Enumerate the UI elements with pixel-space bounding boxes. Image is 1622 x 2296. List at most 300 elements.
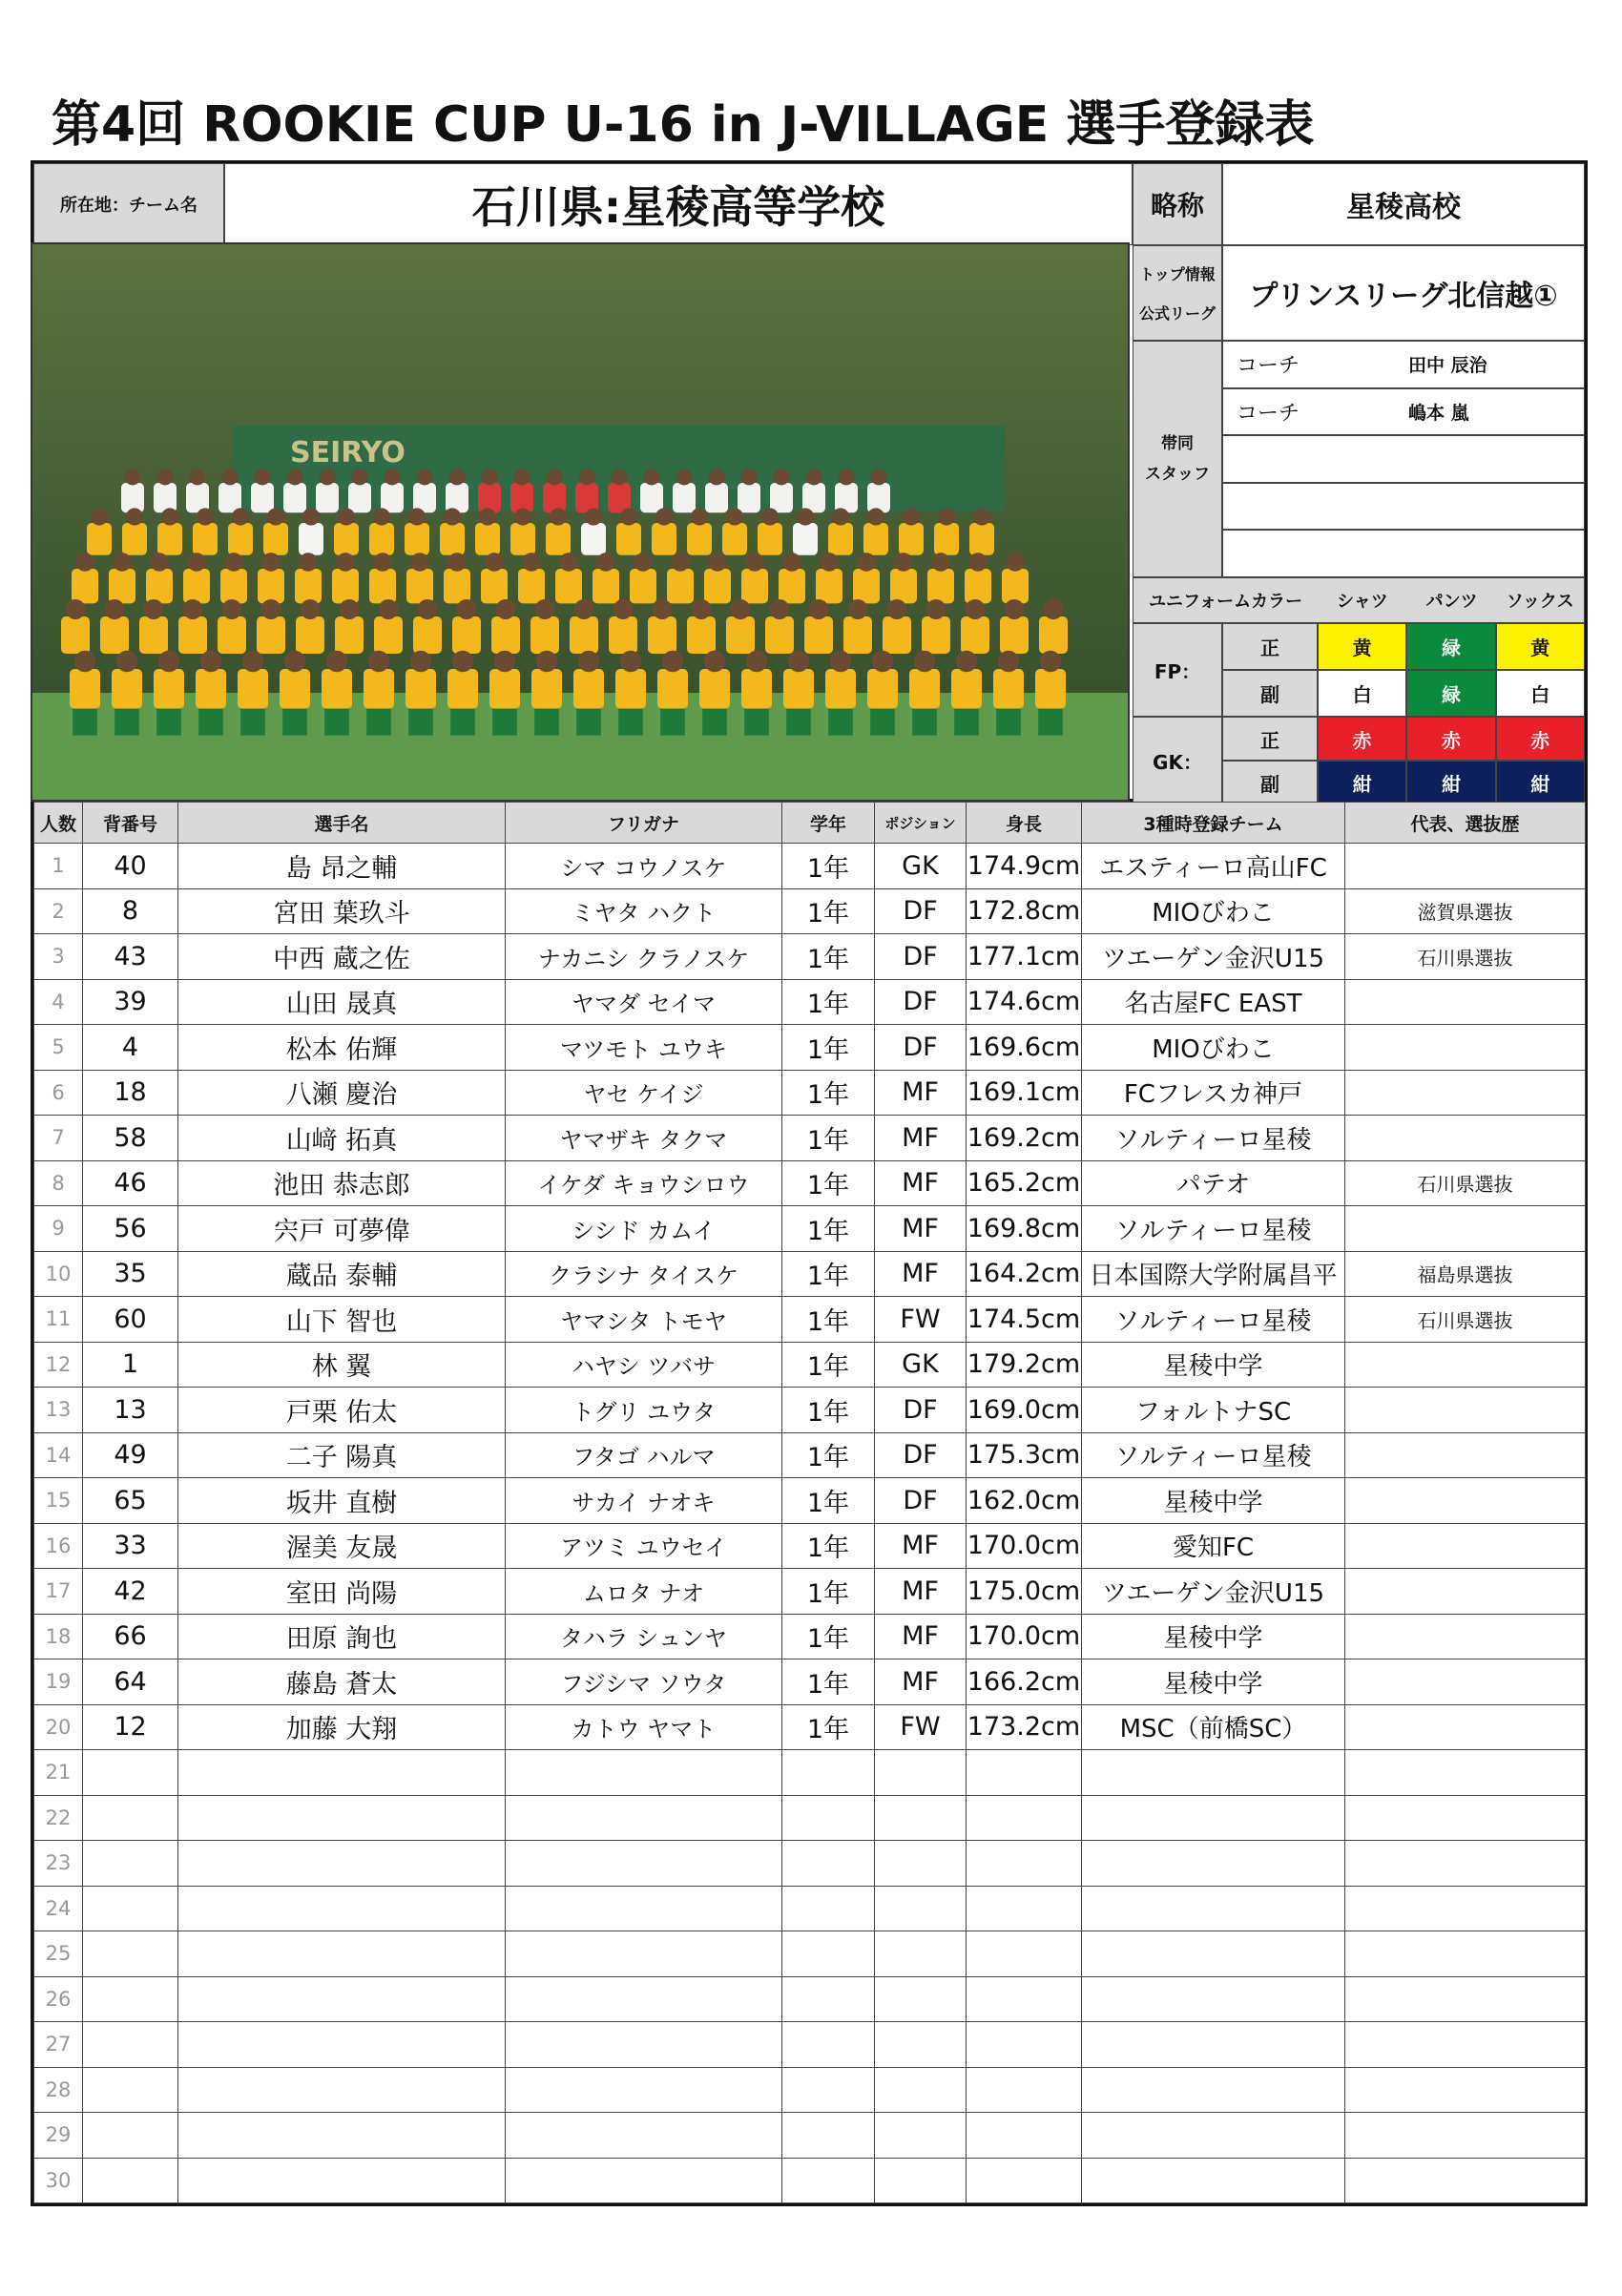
player-figure: [890, 569, 917, 603]
player-figure: [615, 669, 646, 709]
height: 175.0cm: [967, 1569, 1082, 1615]
table-row: [34, 979, 1586, 1025]
player-legs: [660, 709, 685, 736]
height: [967, 1795, 1082, 1841]
previous-team: [1082, 1976, 1345, 2022]
player-head: [514, 508, 531, 525]
furigana: [506, 1931, 782, 1977]
player-figure: [555, 569, 582, 603]
furigana: ヤマダ セイマ: [506, 979, 782, 1025]
jersey-number: [83, 2067, 178, 2113]
player-head: [968, 553, 988, 572]
previous-team: [1082, 2067, 1345, 2113]
jersey-number: 64: [83, 1659, 178, 1705]
position: DF: [875, 1478, 967, 1524]
player-head: [255, 470, 271, 486]
player-figure: [687, 616, 716, 654]
player-head: [105, 599, 125, 619]
player-name: 松本 佑輝: [178, 1025, 506, 1071]
player-head: [91, 508, 108, 525]
swatch-gk-main-1: 赤: [1406, 717, 1495, 761]
row-index: 5: [34, 1025, 83, 1071]
jersey-number: [83, 1795, 178, 1841]
position: MF: [875, 1116, 967, 1161]
player-figure: [546, 523, 571, 555]
player-name: 中西 蔵之佐: [178, 934, 506, 980]
player-head: [709, 470, 725, 486]
table-row: [34, 1931, 1586, 1977]
table-row: [34, 1206, 1586, 1252]
player-head: [708, 553, 727, 572]
previous-team: [1082, 1795, 1345, 1841]
staff-row: [1222, 341, 1585, 388]
player-figure: [228, 523, 253, 555]
position: MF: [875, 1160, 967, 1206]
table-row: [34, 844, 1586, 889]
fp-main-label: 正: [1222, 623, 1318, 670]
furigana: タハラ シュンヤ: [506, 1614, 782, 1659]
player-legs: [870, 709, 895, 736]
staff-row: [1222, 388, 1585, 436]
furigana: アツミ ユウセイ: [506, 1523, 782, 1569]
previous-team: 愛知FC: [1082, 1523, 1345, 1569]
height: 164.2cm: [967, 1251, 1082, 1297]
jersey-number: [83, 1976, 178, 2022]
player-name: 坂井 直樹: [178, 1478, 506, 1524]
player-figure: [406, 569, 433, 603]
player-head: [731, 599, 751, 619]
player-figure: [100, 616, 129, 654]
photo-banner-text: SEIRYO: [290, 436, 406, 470]
player-figure: [1035, 669, 1066, 709]
player-figure: [835, 483, 858, 512]
player-head: [157, 470, 174, 486]
position: MF: [875, 1659, 967, 1705]
player-name: [178, 1976, 506, 2022]
player-name: [178, 2022, 506, 2068]
grade: 1年: [782, 888, 875, 934]
swatch-gk-sub-0: 紺: [1318, 761, 1406, 804]
previous-team: ソルティーロ星稜: [1082, 1206, 1345, 1252]
representative-history: [1345, 2067, 1586, 2113]
player-head: [373, 508, 390, 525]
player-head: [449, 470, 466, 486]
row-index: 28: [34, 2067, 83, 2113]
table-row: [34, 1659, 1586, 1705]
table-row: [34, 2022, 1586, 2068]
player-legs: [954, 709, 979, 736]
furigana: [506, 1750, 782, 1796]
uniform-title: ユニフォームカラー: [1149, 592, 1303, 612]
representative-history: [1345, 1342, 1586, 1388]
swatch-gk-sub-1: 紺: [1406, 761, 1495, 804]
abbr-label: 略称: [1133, 163, 1222, 245]
grade: 1年: [782, 1704, 875, 1750]
swatch-gk-main-0: 赤: [1318, 717, 1406, 761]
representative-history: [1345, 1841, 1586, 1887]
player-head: [479, 508, 496, 525]
roster-table: [31, 802, 1588, 2206]
player-head: [373, 553, 392, 572]
player-figure: [993, 669, 1024, 709]
player-head: [820, 553, 839, 572]
table-row: [34, 1342, 1586, 1388]
previous-team: [1082, 2158, 1345, 2203]
player-figure: [334, 523, 359, 555]
representative-history: [1345, 1614, 1586, 1659]
player-head: [653, 599, 673, 619]
player-head: [299, 553, 318, 572]
height: [967, 1886, 1082, 1931]
row-index: 6: [34, 1070, 83, 1116]
grade: [782, 1750, 875, 1796]
player-figure: [444, 569, 470, 603]
player-figure: [196, 669, 226, 709]
table-row: [34, 2067, 1586, 2113]
player-figure: [909, 669, 940, 709]
player-head: [644, 470, 660, 486]
player-head: [261, 599, 281, 619]
player-figure: [296, 616, 324, 654]
player-name: 山﨑 拓真: [178, 1116, 506, 1161]
position: MF: [875, 1251, 967, 1297]
jersey-number: 66: [83, 1614, 178, 1659]
column-header: 人数: [34, 803, 83, 844]
player-figure: [348, 483, 371, 512]
table-row: [34, 1297, 1586, 1343]
player-name: [178, 1886, 506, 1931]
player-figure: [793, 523, 818, 555]
jersey-number: 58: [83, 1116, 178, 1161]
position: MF: [875, 1206, 967, 1252]
jersey-number: 46: [83, 1160, 178, 1206]
player-legs: [282, 709, 307, 736]
player-legs: [492, 709, 517, 736]
table-row: [34, 1070, 1586, 1116]
representative-history: [1345, 1704, 1586, 1750]
grade: [782, 1795, 875, 1841]
player-head: [444, 508, 461, 525]
player-head: [75, 553, 94, 572]
player-figure: [687, 523, 712, 555]
player-head: [190, 470, 206, 486]
height: 172.8cm: [967, 888, 1082, 934]
player-name: [178, 2158, 506, 2203]
row-index: 9: [34, 1206, 83, 1252]
player-figure: [299, 523, 323, 555]
jersey-number: 8: [83, 888, 178, 934]
player-figure: [883, 616, 911, 654]
player-head: [267, 508, 284, 525]
previous-team: MIOびわこ: [1082, 888, 1345, 934]
height: 169.1cm: [967, 1070, 1082, 1116]
table-row: [34, 1795, 1586, 1841]
player-figure: [758, 523, 782, 555]
player-head: [998, 651, 1019, 672]
player-figure: [112, 669, 142, 709]
top-info-label: トップ情報: [1139, 265, 1216, 283]
player-figure: [581, 523, 606, 555]
player-head: [1044, 599, 1064, 619]
player-head: [1005, 599, 1025, 619]
player-figure: [843, 616, 872, 654]
row-index: 4: [34, 979, 83, 1025]
furigana: トグリ ユウタ: [506, 1388, 782, 1433]
position: [875, 1931, 967, 1977]
furigana: フジシマ ソウタ: [506, 1659, 782, 1705]
player-head: [535, 599, 555, 619]
swatch-fp-sub-2: 白: [1496, 670, 1585, 717]
player-figure: [518, 569, 545, 603]
player-name: 田原 詢也: [178, 1614, 506, 1659]
player-figure: [183, 569, 210, 603]
grade: [782, 1931, 875, 1977]
player-name: [178, 1750, 506, 1796]
column-header: 学年: [782, 803, 875, 844]
player-figure: [738, 483, 760, 512]
player-figure: [322, 669, 352, 709]
furigana: [506, 2113, 782, 2159]
player-head: [336, 553, 355, 572]
jersey-number: 33: [83, 1523, 178, 1569]
player-head: [113, 553, 132, 572]
player-figure: [741, 669, 772, 709]
grade: [782, 1886, 875, 1931]
player-legs: [744, 709, 769, 736]
previous-team: フォルトナSC: [1082, 1388, 1345, 1433]
grade: 1年: [782, 1025, 875, 1071]
representative-history: [1345, 1025, 1586, 1071]
player-figure: [899, 523, 924, 555]
team-photo: [31, 242, 1130, 802]
player-legs: [240, 709, 265, 736]
furigana: シマ コウノスケ: [506, 844, 782, 889]
player-head: [368, 651, 389, 672]
grade: 1年: [782, 934, 875, 980]
jersey-number: [83, 1886, 178, 1931]
player-figure: [726, 616, 755, 654]
player-figure: [364, 669, 394, 709]
representative-history: [1345, 1976, 1586, 2022]
jersey-number: [83, 1841, 178, 1887]
jersey-number: 18: [83, 1070, 178, 1116]
row-index: 11: [34, 1297, 83, 1343]
furigana: カトウ ヤマト: [506, 1704, 782, 1750]
furigana: サカイ ナオキ: [506, 1478, 782, 1524]
team-photo-illustration: [32, 244, 1128, 800]
player-head: [74, 651, 95, 672]
player-legs: [198, 709, 223, 736]
height: 174.5cm: [967, 1297, 1082, 1343]
location-label: 所在地：チーム名: [33, 163, 224, 245]
previous-team: [1082, 1750, 1345, 1796]
height: [967, 1976, 1082, 2022]
player-figure: [779, 569, 805, 603]
table-row: [34, 1886, 1586, 1931]
player-head: [830, 651, 851, 672]
player-legs: [156, 709, 181, 736]
representative-history: [1345, 1116, 1586, 1161]
player-head: [125, 470, 141, 486]
player-figure: [927, 569, 954, 603]
player-figure: [335, 616, 364, 654]
grade: [782, 1976, 875, 2022]
previous-team: 星稜中学: [1082, 1478, 1345, 1524]
column-header: ポジション: [875, 803, 967, 844]
player-figure: [316, 483, 339, 512]
player-figure: [489, 669, 520, 709]
jersey-number: 42: [83, 1569, 178, 1615]
player-head: [926, 599, 946, 619]
player-name: 林 翼: [178, 1342, 506, 1388]
position: [875, 1976, 967, 2022]
previous-team: ツエーゲン金沢U15: [1082, 934, 1345, 980]
player-figure: [139, 616, 168, 654]
player-name: 二子 陽真: [178, 1432, 506, 1478]
player-figure: [630, 569, 656, 603]
player-head: [782, 553, 801, 572]
player-figure: [922, 616, 950, 654]
player-figure: [667, 569, 694, 603]
furigana: [506, 1795, 782, 1841]
player-figure: [593, 569, 619, 603]
jersey-number: 56: [83, 1206, 178, 1252]
player-head: [634, 553, 653, 572]
gk-main-label: 正: [1222, 717, 1318, 761]
player-legs: [786, 709, 811, 736]
table-row: [34, 1976, 1586, 2022]
grade: 1年: [782, 1523, 875, 1569]
jersey-number: 65: [83, 1478, 178, 1524]
team-name: 石川県:星稜高等学校: [224, 163, 1133, 245]
furigana: ミヤタ ハクト: [506, 888, 782, 934]
player-figure: [699, 669, 730, 709]
player-figure: [531, 669, 562, 709]
row-index: 24: [34, 1886, 83, 1931]
player-figure: [263, 523, 288, 555]
player-name: [178, 2067, 506, 2113]
previous-team: パテオ: [1082, 1160, 1345, 1206]
previous-team: ソルティーロ星稜: [1082, 1297, 1345, 1343]
furigana: シシド カムイ: [506, 1206, 782, 1252]
previous-team: [1082, 2113, 1345, 2159]
player-figure: [369, 523, 394, 555]
player-name: [178, 1931, 506, 1977]
furigana: [506, 2022, 782, 2068]
furigana: ハヤシ ツバサ: [506, 1342, 782, 1388]
player-name: 島 昂之輔: [178, 844, 506, 889]
player-head: [302, 508, 320, 525]
player-head: [496, 599, 516, 619]
player-figure: [405, 523, 429, 555]
player-figure: [741, 569, 768, 603]
staff-name: 嶋本 嵐: [1408, 402, 1469, 424]
position: MF: [875, 1569, 967, 1615]
representative-history: [1345, 1931, 1586, 1977]
player-head: [914, 651, 935, 672]
grade: 1年: [782, 1070, 875, 1116]
player-figure: [863, 523, 888, 555]
player-head: [547, 470, 563, 486]
player-head: [809, 599, 829, 619]
player-figure: [109, 569, 135, 603]
row-index: 21: [34, 1750, 83, 1796]
player-figure: [765, 616, 794, 654]
column-header: 背番号: [83, 803, 178, 844]
grade: [782, 2067, 875, 2113]
jersey-number: 43: [83, 934, 178, 980]
jersey-number: 49: [83, 1432, 178, 1478]
furigana: クラシナ タイスケ: [506, 1251, 782, 1297]
position: [875, 2158, 967, 2203]
player-head: [894, 553, 913, 572]
player-legs: [576, 709, 601, 736]
player-head: [452, 651, 473, 672]
swatch-fp-main-1: 緑: [1406, 623, 1495, 670]
grade: 1年: [782, 1116, 875, 1161]
player-head: [494, 651, 515, 672]
jersey-number: [83, 2158, 178, 2203]
position: [875, 1750, 967, 1796]
uniform-header: [1133, 577, 1585, 623]
player-figure: [157, 523, 182, 555]
grade: 1年: [782, 1614, 875, 1659]
player-head: [161, 508, 178, 525]
representative-history: [1345, 1388, 1586, 1433]
player-figure: [72, 569, 98, 603]
row-index: 15: [34, 1478, 83, 1524]
player-head: [741, 470, 758, 486]
row-index: 18: [34, 1614, 83, 1659]
player-figure: [853, 569, 880, 603]
player-head: [612, 470, 628, 486]
furigana: [506, 2067, 782, 2113]
representative-history: [1345, 2113, 1586, 2159]
player-head: [447, 553, 467, 572]
height: [967, 2113, 1082, 2159]
jersey-number: 13: [83, 1388, 178, 1433]
previous-team: [1082, 1931, 1345, 1977]
representative-history: 石川県選抜: [1345, 1160, 1586, 1206]
player-name: 池田 恭志郎: [178, 1160, 506, 1206]
player-figure: [934, 523, 959, 555]
swatch-fp-main-2: 黄: [1496, 623, 1585, 670]
player-head: [150, 553, 169, 572]
position: DF: [875, 979, 967, 1025]
furigana: [506, 2158, 782, 2203]
previous-team: MIOびわこ: [1082, 1025, 1345, 1071]
height: [967, 1841, 1082, 1887]
player-name: 蔵品 泰輔: [178, 1251, 506, 1297]
player-figure: [87, 523, 112, 555]
row-index: 3: [34, 934, 83, 980]
player-head: [410, 553, 429, 572]
player-figure: [251, 483, 274, 512]
player-head: [848, 599, 868, 619]
position: DF: [875, 934, 967, 980]
player-head: [232, 508, 249, 525]
player-figure: [867, 483, 890, 512]
player-figure: [452, 616, 481, 654]
player-head: [1006, 553, 1025, 572]
player-figure: [951, 669, 982, 709]
height: [967, 2067, 1082, 2113]
height: 169.0cm: [967, 1388, 1082, 1433]
staff-row: [1222, 530, 1585, 577]
player-name: 山下 智也: [178, 1297, 506, 1343]
player-figure: [154, 483, 177, 512]
player-figure: [440, 523, 465, 555]
